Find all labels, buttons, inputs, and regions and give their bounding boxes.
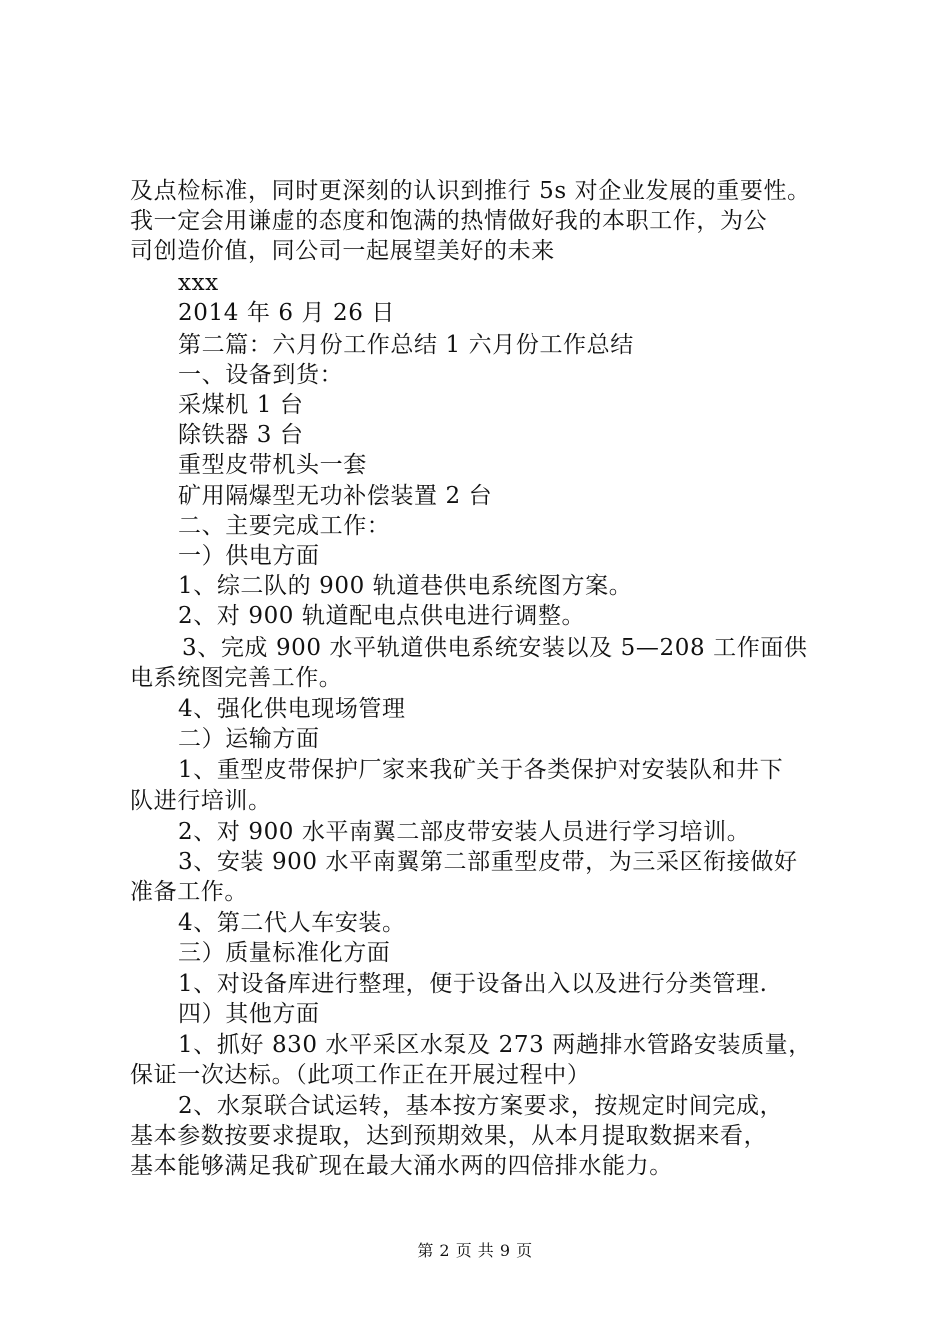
- work-item: 4、第二代人车安装。: [178, 910, 406, 936]
- equipment-item: 采煤机 1 台: [178, 392, 304, 418]
- work-item-continued: 准备工作。: [130, 879, 248, 905]
- subheading-quality: 三）质量标准化方面: [178, 940, 391, 966]
- subheading-other: 四）其他方面: [178, 1001, 320, 1027]
- work-item: 4、强化供电现场管理: [178, 696, 406, 722]
- paragraph-1-line-3: 司创造价值，同公司一起展望美好的未来: [130, 238, 555, 264]
- work-item: 3、完成 900 水平轨道供电系统安装以及 5—208 工作面供: [182, 635, 808, 661]
- heading-main-work: 二、主要完成工作：: [178, 513, 391, 539]
- work-item: 1、对设备库进行整理，便于设备出入以及进行分类管理.: [178, 971, 768, 997]
- paragraph-1-line-1: 及点检标准，同时更深刻的认识到推行 5s 对企业发展的重要性。: [130, 178, 811, 204]
- work-item: 1、综二队的 900 轨道巷供电系统图方案。: [178, 573, 633, 599]
- equipment-item: 除铁器 3 台: [178, 422, 304, 448]
- work-item-continued: 保证一次达标。（此项工作正在开展过程中）: [130, 1062, 591, 1088]
- work-item: 3、安装 900 水平南翼第二部重型皮带，为三采区衔接做好: [178, 849, 798, 875]
- document-date: 2014 年 6 月 26 日: [178, 300, 395, 326]
- work-item: 2、水泵联合试运转，基本按方案要求，按规定时间完成，: [178, 1093, 784, 1119]
- work-item-continued: 队进行培训。: [130, 788, 272, 814]
- equipment-item: 重型皮带机头一套: [178, 452, 367, 478]
- paragraph-1-line-2: 我一定会用谦虚的态度和饱满的热情做好我的本职工作，为公: [130, 208, 768, 234]
- heading-equipment-arrival: 一、设备到货：: [178, 362, 344, 388]
- work-item-continued: 基本能够满足我矿现在最大涌水两的四倍排水能力。: [130, 1153, 673, 1179]
- author-name: xxx: [178, 270, 219, 296]
- work-item-continued: 基本参数按要求提取，达到预期效果，从本月提取数据来看，: [130, 1123, 768, 1149]
- work-item-continued: 电系统图完善工作。: [130, 665, 343, 691]
- work-item: 2、对 900 轨道配电点供电进行调整。: [178, 603, 586, 629]
- work-item: 1、抓好 830 水平采区水泵及 273 两趟排水管路安装质量，: [178, 1032, 812, 1058]
- work-item: 1、重型皮带保护厂家来我矿关于各类保护对安装队和井下: [178, 757, 784, 783]
- subheading-transport: 二）运输方面: [178, 726, 320, 752]
- page-footer: 第 2 页 共 9 页: [417, 1241, 533, 1260]
- subheading-power-supply: 一）供电方面: [178, 543, 320, 569]
- section-title: 第二篇：六月份工作总结 1 六月份工作总结: [178, 332, 634, 358]
- work-item: 2、对 900 水平南翼二部皮带安装人员进行学习培训。: [178, 819, 751, 845]
- equipment-item: 矿用隔爆型无功补偿装置 2 台: [178, 483, 493, 509]
